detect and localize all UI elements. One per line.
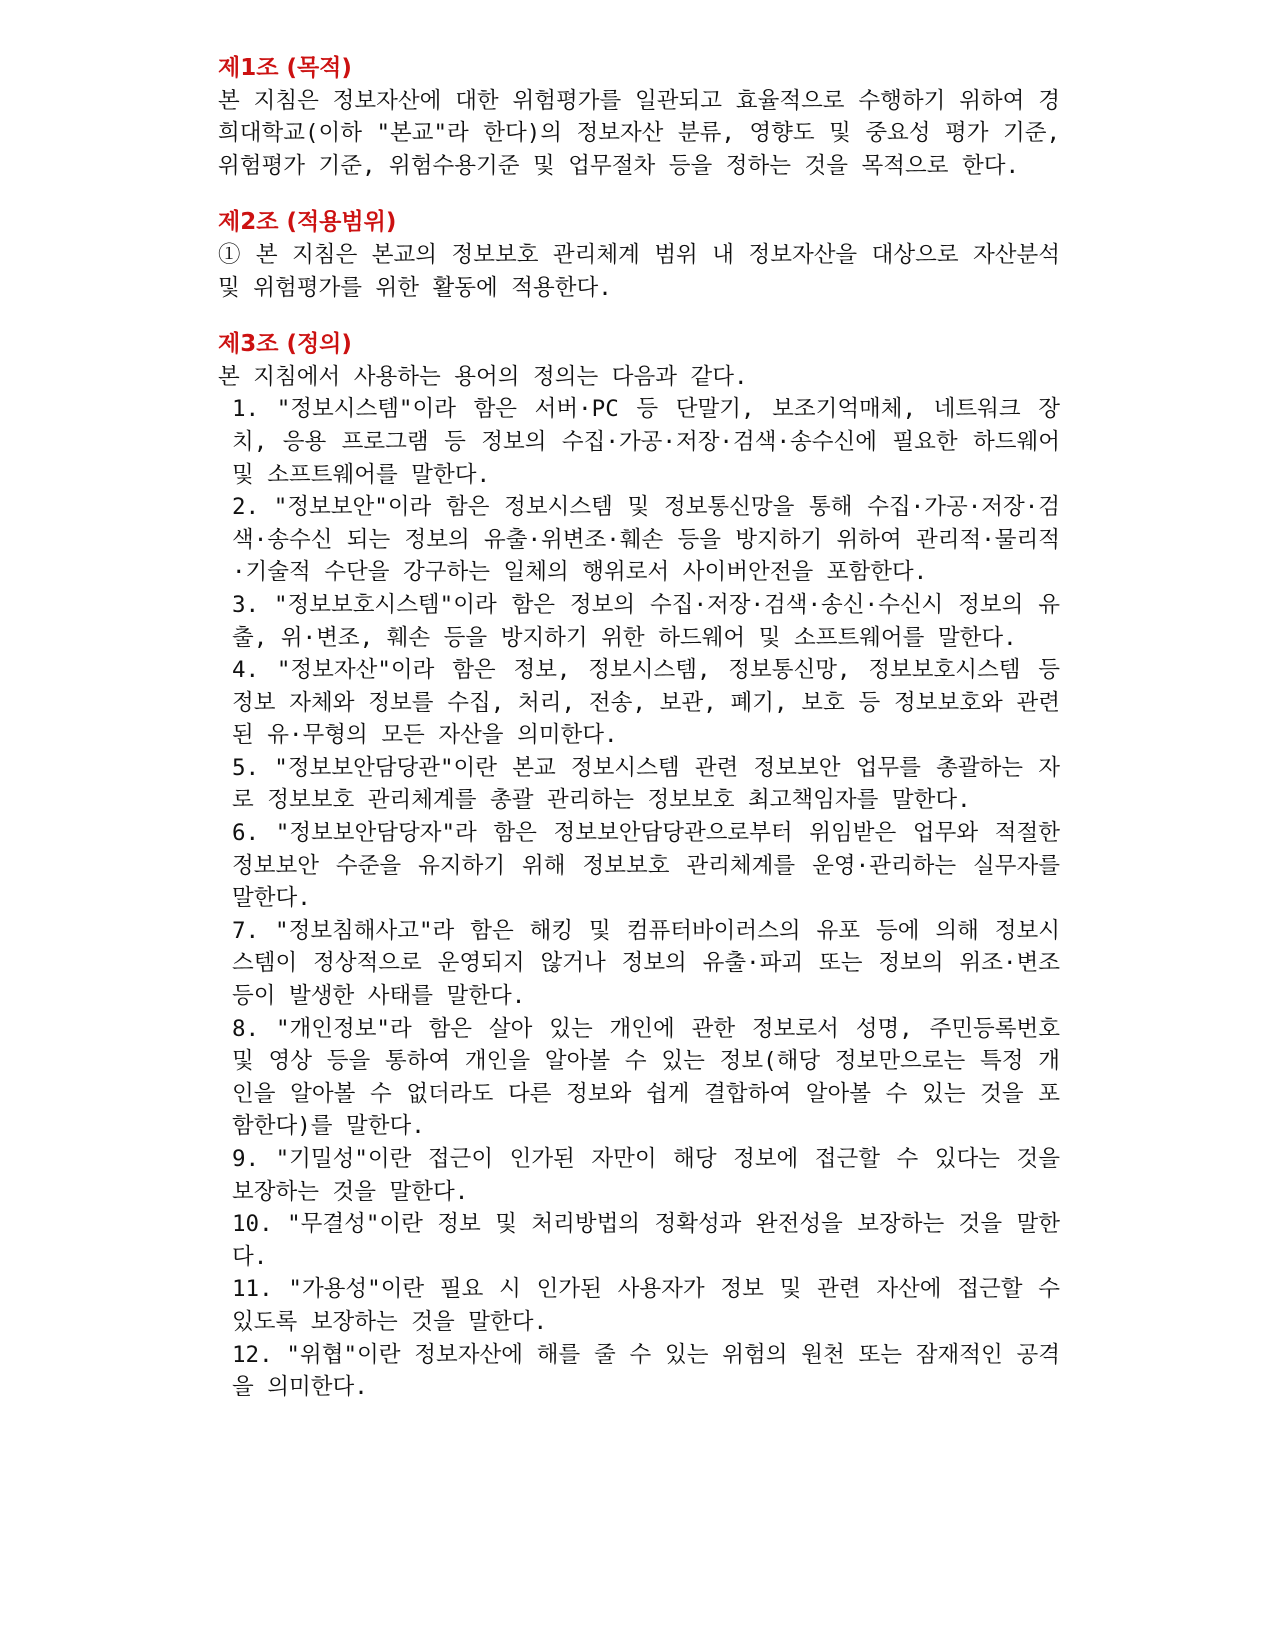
article-title: 제1조 (목적) [218,55,352,81]
article-paragraph: 본 지침에서 사용하는 용어의 정의는 다음과 같다. [218,363,748,390]
definition-item: 1. "정보시스템"이라 함은 서버·PC 등 단말기, 보조기억매체, 네트워크 장치, 응용 프로그램 등 정보의 수집·가공·저장·검색·송수신에 필요한 하드웨어 및 소프트웨어를 말한다. [232,396,1060,488]
definition-item: 8. "개인정보"라 함은 살아 있는 개인에 관한 정보로서 성명, 주민등록번호 및 영상 등을 통하여 개인을 알아볼 수 있는 정보(해당 정보만으로는 특정 개인을 알아볼 수 없더라도 다른 정보와 쉽게 결합하여 알아볼 수 있는 것을 포함한다)를 말한다. [232,1015,1060,1140]
article-paragraph: 본 지침은 정보자산에 대한 위험평가를 일관되고 효율적으로 수행하기 위하여 경희대학교(이하 "본교"라 한다)의 정보자산 분류, 영향도 및 중요성 평가 기준, 위험평가 기준, 위험수용기준 및 업무절차 등을 정하는 것을 목적으로 한다. [218,87,1060,179]
document-page [218,52,1060,1404]
definition-item: 9. "기밀성"이란 접근이 인가된 자만이 해당 정보에 접근할 수 있다는 것을 보장하는 것을 말한다. [232,1146,1060,1205]
article-paragraph: ① 본 지침은 본교의 정보보호 관리체계 범위 내 정보자산을 대상으로 자산분석 및 위험평가를 위한 활동에 적용한다. [218,241,1060,301]
article-3-definitions [218,328,1060,1404]
definition-item: 11. "가용성"이란 필요 시 인가된 사용자가 정보 및 관련 자산에 접근할 수 있도록 보장하는 것을 말한다. [232,1276,1060,1335]
definition-item: 7. "정보침해사고"라 함은 해킹 및 컴퓨터바이러스의 유포 등에 의해 정보시스템이 정상적으로 운영되지 않거나 정보의 유출·파괴 또는 정보의 위조·변조 등이 발생한 사태를 말한다. [232,917,1060,1010]
definition-item: 6. "정보보안담당자"라 함은 정보보안담당관으로부터 위임받은 업무와 적절한 정보보안 수준을 유지하기 위해 정보보호 관리체계를 운영·관리하는 실무자를 말한다. [232,820,1060,912]
definition-item: 2. "정보보안"이라 함은 정보시스템 및 정보통신망을 통해 수집·가공·저장·검색·송수신 되는 정보의 유출·위변조·훼손 등을 방지하기 위하여 관리적·물리적·기술적 수단을 강구하는 일체의 행위로서 사이버안전을 포함한다. [232,494,1060,586]
definition-list [218,393,1060,1403]
article-title: 제3조 (정의) [218,331,352,358]
definition-item: 10. "무결성"이란 정보 및 처리방법의 정확성과 완전성을 보장하는 것을 말한다. [232,1211,1060,1270]
definition-item: 5. "정보보안담당관"이란 본교 정보시스템 관련 정보보안 업무를 총괄하는 자로 정보보호 관리체계를 총괄 관리하는 정보보호 최고책임자를 말한다. [232,754,1060,814]
definition-item: 12. "위협"이란 정보자산에 해를 줄 수 있는 위험의 원천 또는 잠재적인 공격을 의미한다. [232,1341,1060,1401]
article-1-purpose [218,52,1060,182]
article-2-scope [218,206,1060,304]
definition-item: 4. "정보자산"이라 함은 정보, 정보시스템, 정보통신망, 정보보호시스템 등 정보 자체와 정보를 수집, 처리, 전송, 보관, 폐기, 보호 등 정보보호와 관련된 유·무형의 모든 자산을 의미한다. [232,657,1060,749]
article-title: 제2조 (적용범위) [218,209,397,236]
definition-item: 3. "정보보호시스템"이라 함은 정보의 수집·저장·검색·송신·수신시 정보의 유출, 위·변조, 훼손 등을 방지하기 위한 하드웨어 및 소프트웨어를 말한다. [232,591,1060,651]
